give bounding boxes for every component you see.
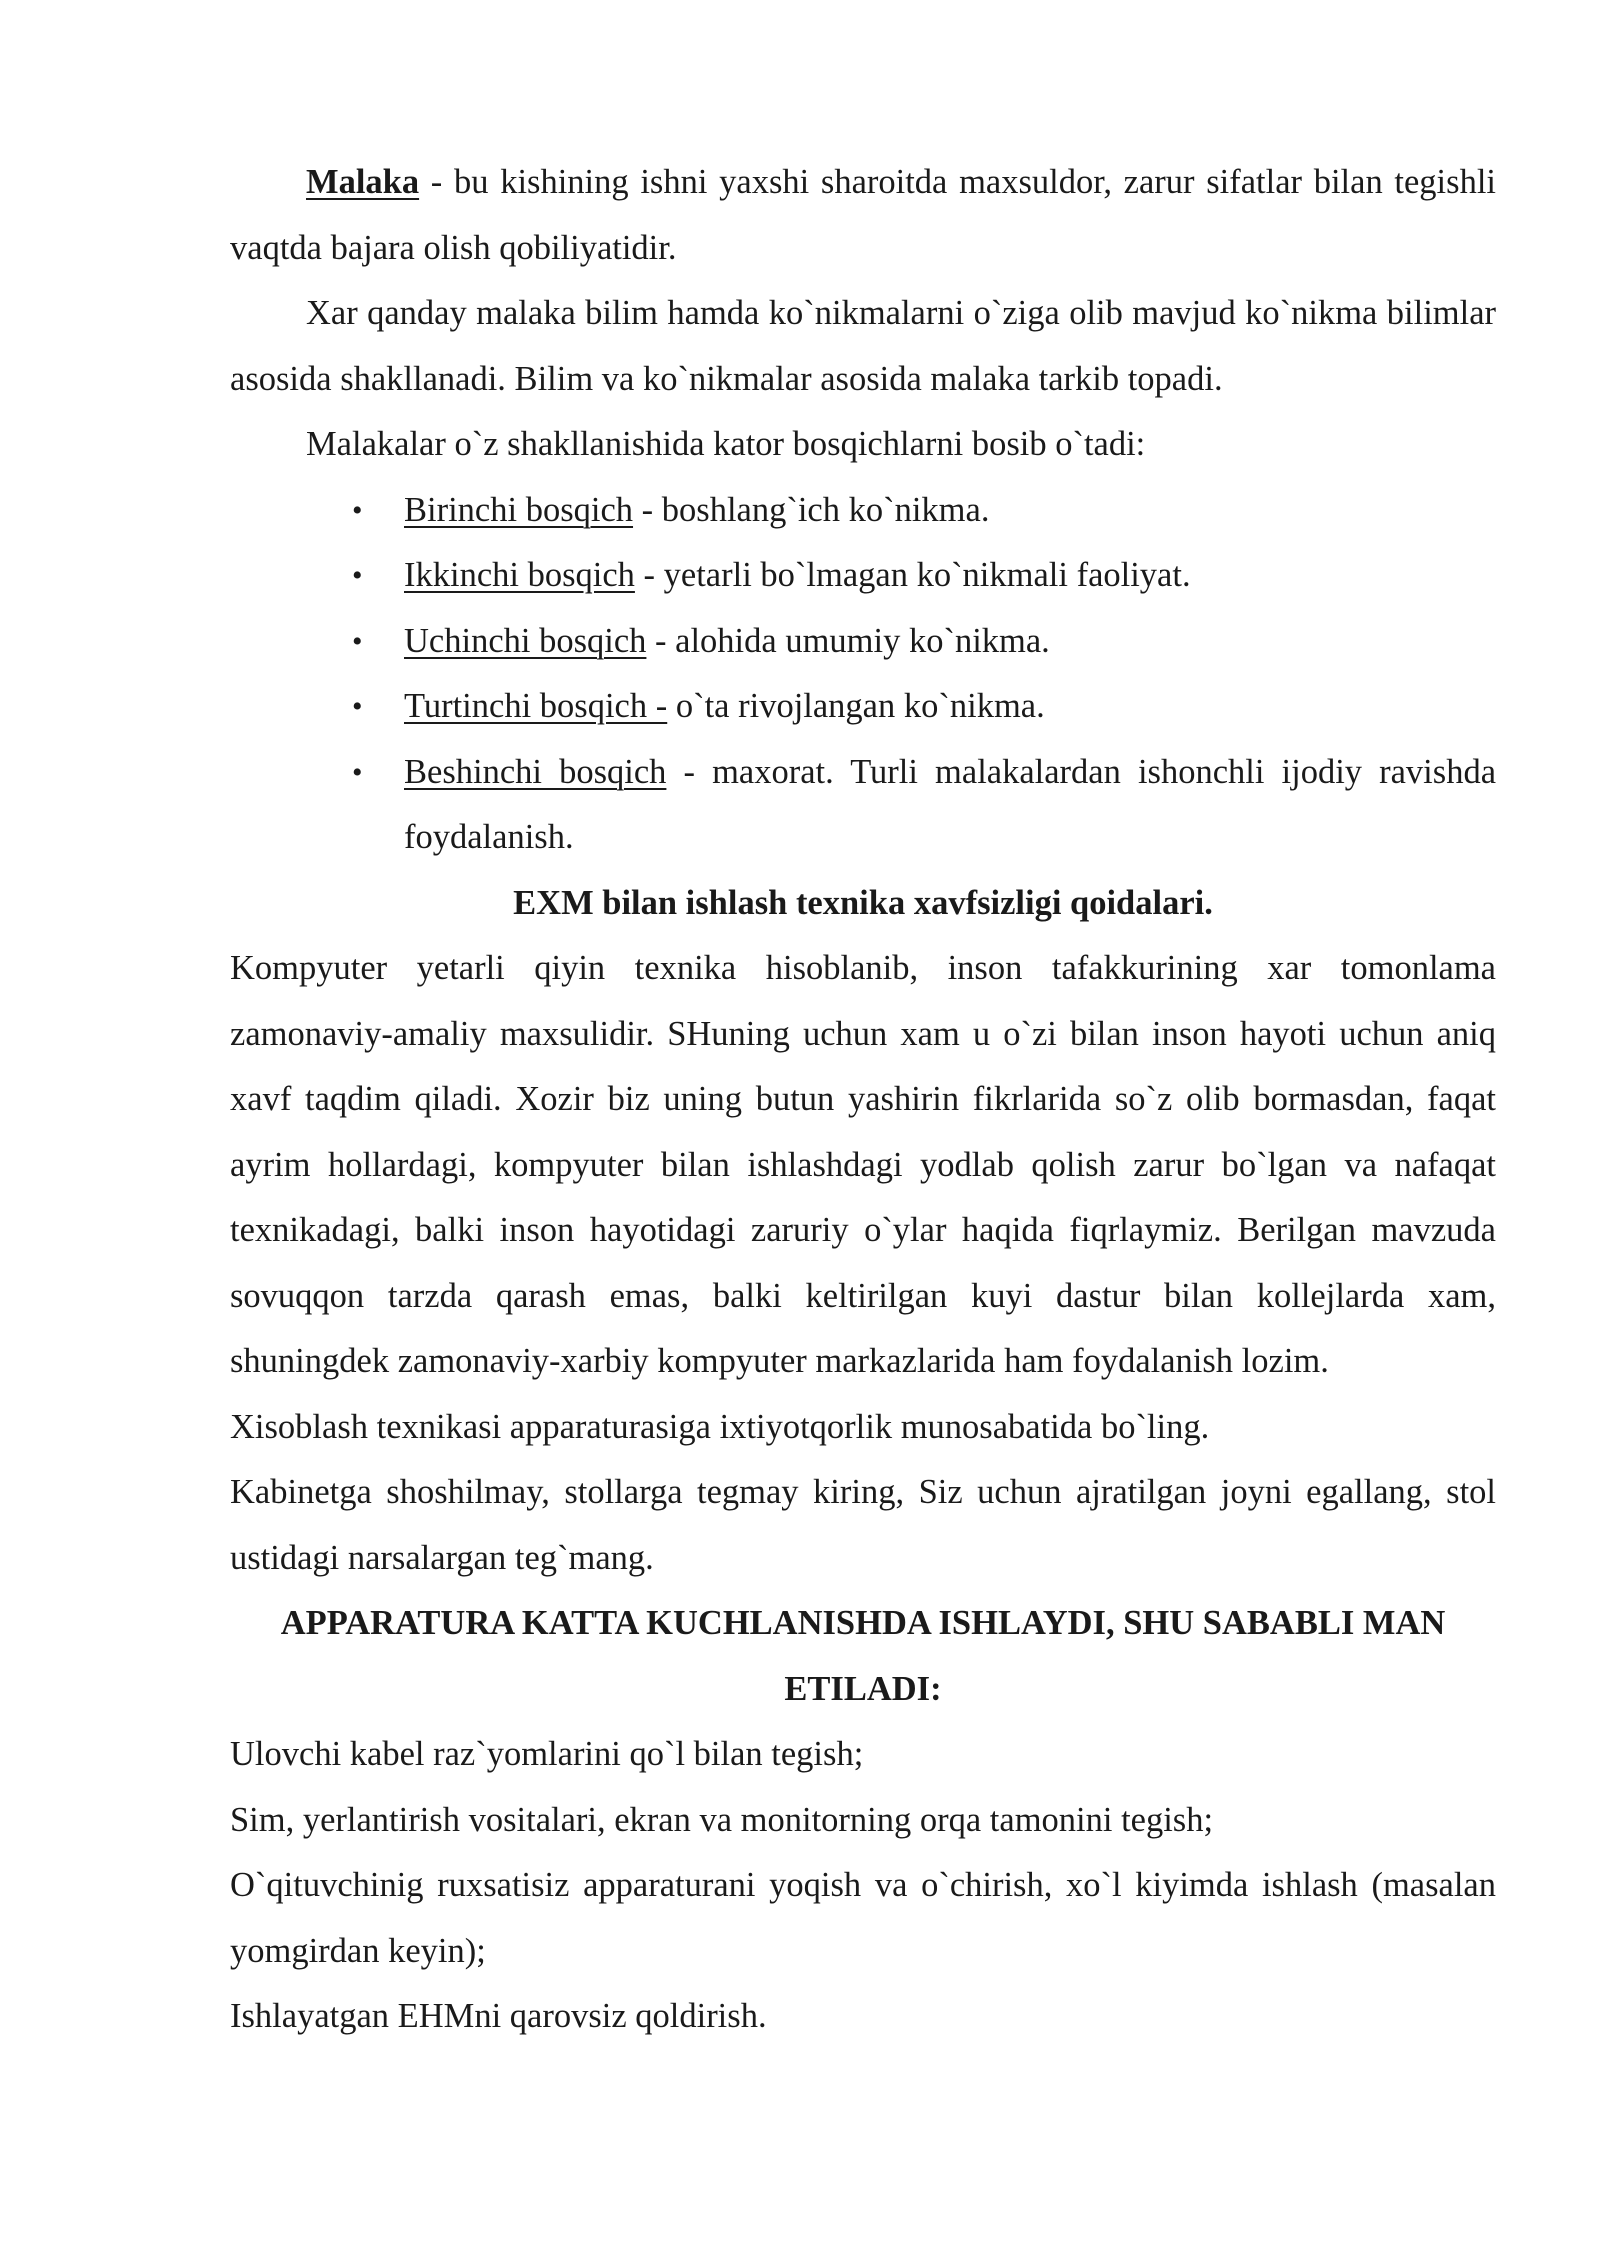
bullet-icon: • (352, 755, 363, 789)
step-label: Ikkinchi bosqich (404, 556, 635, 594)
list-item (352, 609, 1496, 675)
document-page (230, 150, 1496, 2050)
term-malaka: Malaka (306, 163, 420, 201)
rule-item: O`qituvchinig ruxsatisiz apparaturani yoqish va o`chirish, xo`l kiyimda ishlash (masalan yomgirdan keyin); (230, 1866, 1496, 1970)
stages-list (230, 478, 1496, 871)
step-text: - maxorat. Turli malakalardan ishonchli ijodiy ravishda foydalanish. (404, 752, 1497, 856)
paragraph-2: Xar qanday malaka bilim hamda ko`nikmalarni o`ziga olib mavjud ko`nikma bilimlar asosida shakllanadi. Bilim va ko`nikmalar asosida malaka tarkib topadi. (230, 294, 1496, 398)
rule-item: Ishlayatgan EHMni qarovsiz qoldirish. (230, 1997, 767, 2035)
paragraph-5: Xisoblash texnikasi apparaturasiga ixtiyotqorlik munosabatida bo`ling. (230, 1407, 1210, 1446)
step-text: - alohida umumiy ko`nikma. (646, 621, 1050, 660)
bullet-icon: • (352, 493, 363, 527)
paragraph-4: Kompyuter yetarli qiyin texnika hisoblanib, inson tafakkurining xar tomonlama zamonaviy-amaliy maxsulidir. SHuning uchun xam u o`zi bilan inson hayoti uchun aniq xavf taqdim qiladi. Xozir biz uning butun yashirin fikrlarida so`z olib bormasdan, faqat ayrim hollardagi, kompyuter bilan ishlashdagi yodlab qolish zarur bo`lgan va nafaqat texnikadagi, balki inson hayotidagi zaruriy o`ylar haqida fiqrlaymiz. Berilgan mavzuda sovuqqon tarzda qarash emas, balki keltirilgan kuyi dastur bilan kollejlarda xam, shuningdek zamonaviy-xarbiy kompyuter markazlarida ham foydalanish lozim. (230, 949, 1496, 1380)
intro-definition: - bu kishining ishni yaxshi sharoitda maxsuldor, zarur sifatlar bilan tegishli vaqtda bajara olish qobiliyatidir. (230, 163, 1496, 267)
bullet-icon: • (352, 624, 363, 658)
paragraph-3: Malakalar o`z shakllanishida kator bosqichlarni bosib o`tadi: (306, 425, 1146, 463)
list-item (352, 478, 1496, 544)
rule-item: Ulovchi kabel raz`yomlarini qo`l bilan tegish; (230, 1735, 864, 1773)
section-heading-safety: EXM bilan ishlash texnika xavfsizligi qoidalari. (513, 883, 1213, 922)
bullet-icon: • (352, 690, 363, 723)
step-text: o`ta rivojlangan ko`nikma. (667, 687, 1045, 725)
step-label: Uchinchi bosqich (404, 621, 647, 660)
list-item (352, 543, 1496, 609)
step-label: Birinchi bosqich (404, 490, 634, 529)
section-heading-warning: APPARATURA KATTA KUCHLANISHDA ISHLAYDI, SHU SABABLI MAN ETILADI: (280, 1604, 1446, 1708)
step-label: Turtinchi bosqich - (404, 687, 668, 725)
list-item (352, 740, 1497, 871)
step-text: - yetarli bo`lmagan ko`nikmali faoliyat. (634, 556, 1191, 594)
list-item (352, 674, 1496, 740)
rule-item: Sim, yerlantirish vositalari, ekran va monitorning orqa tamonini tegish; (230, 1800, 1214, 1839)
intro-paragraph (230, 150, 1496, 281)
step-text: - boshlang`ich ko`nikma. (633, 490, 990, 529)
paragraph-6: Kabinetga shoshilmay, stollarga tegmay kiring, Siz uchun ajratilgan joyni egallang, stol ustidagi narsalargan teg`mang. (230, 1473, 1496, 1577)
bullet-icon: • (352, 559, 363, 592)
step-label: Beshinchi bosqich (404, 752, 667, 791)
